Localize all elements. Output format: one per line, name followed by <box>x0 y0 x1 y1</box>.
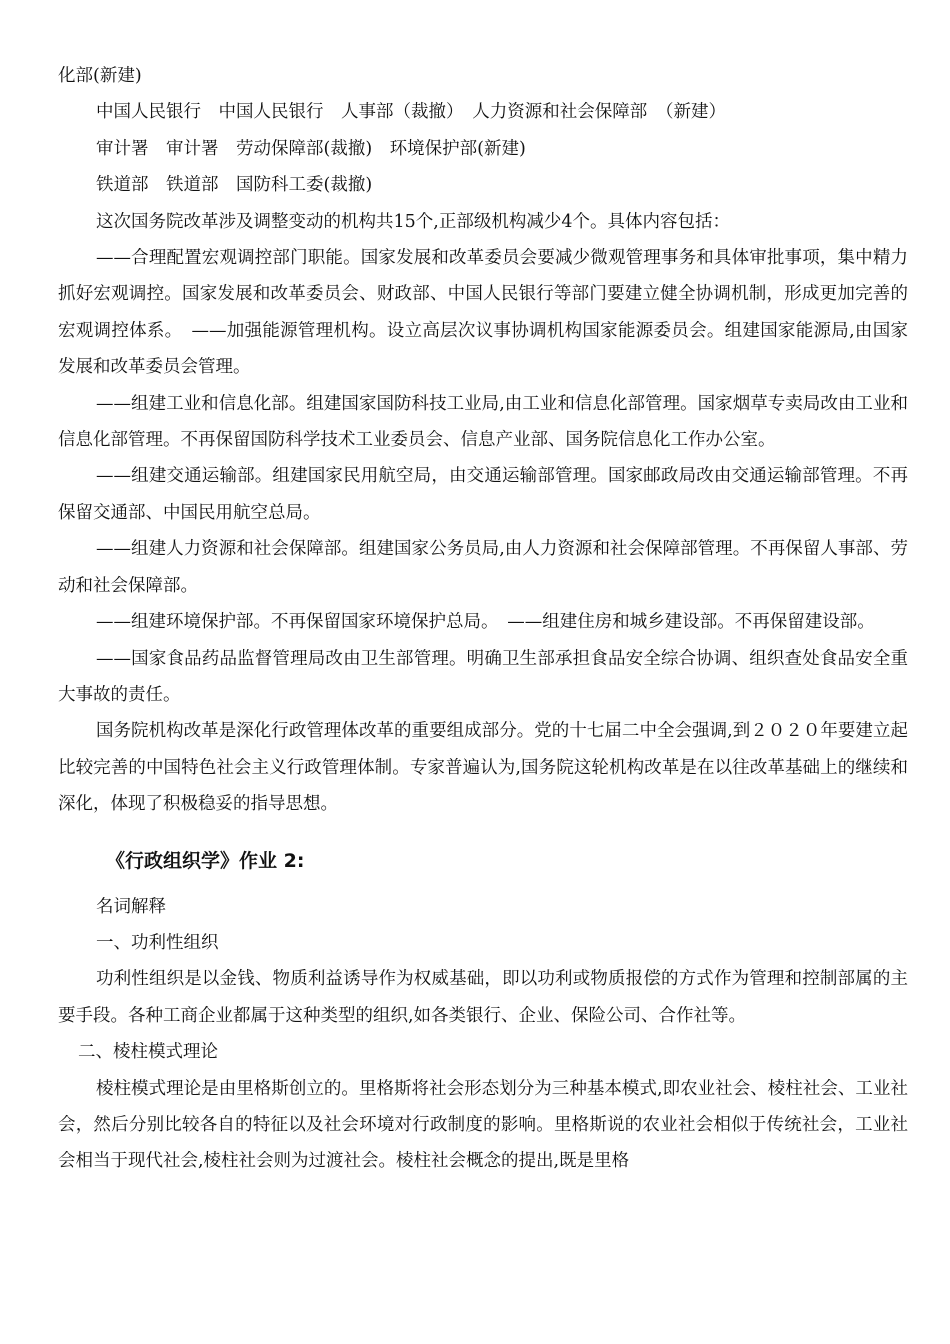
term-title: 一、功利性组织 <box>96 932 219 953</box>
paragraph: ——国家食品药品监督管理局改由卫生部管理。明确卫生部承担食品安全综合协调、组织查处食品安全重大事故的责任。 <box>58 648 908 705</box>
text-line: 审计署 审计署 劳动保障部(裁撤) 环境保护部(新建) <box>96 138 526 159</box>
document-page <box>58 58 908 1180</box>
term-definition: 棱柱模式理论是由里格斯创立的。里格斯将社会形态划分为三种基本模式,即农业社会、棱柱社会、工业社会，然后分别比较各自的特征以及社会环境对行政制度的影响。里格斯说的农业社会相似于传统社会，工业社会相当于现代社会,棱柱社会则为过渡社会。棱柱社会概念的提出,既是里格 <box>58 1078 908 1172</box>
paragraph: ——组建环境保护部。不再保留国家环境保护总局。 ——组建住房和城乡建设部。不再保留建设部。 <box>96 612 875 633</box>
paragraph: ——组建交通运输部。组建国家民用航空局，由交通运输部管理。国家邮政局改由交通运输部管理。不再保留交通部、中国民用航空总局。 <box>58 466 908 523</box>
paragraph: 这次国务院改革涉及调整变动的机构共15个,正部级机构减少4个。具体内容包括： <box>96 211 730 232</box>
term-definition: 功利性组织是以金钱、物质利益诱导作为权威基础，即以功利或物质报偿的方式作为管理和控制部属的主要手段。各种工商企业都属于这种类型的组织,如各类银行、企业、保险公司、合作社等。 <box>58 969 908 1026</box>
paragraph: 国务院机构改革是深化行政管理体改革的重要组成部分。党的十七届二中全会强调,到２０２０年要建立起比较完善的中国特色社会主义行政管理体制。专家普遍认为,国务院这轮机构改革是在以往改革基础上的继续和深化，体现了积极稳妥的指导思想。 <box>58 721 908 815</box>
paragraph: ——组建人力资源和社会保障部。组建国家公务员局,由人力资源和社会保障部管理。不再保留人事部、劳动和社会保障部。 <box>58 539 908 596</box>
text-line: 中国人民银行 中国人民银行 人事部（裁撤） 人力资源和社会保障部 （新建） <box>96 102 726 123</box>
section-label: 名词解释 <box>96 896 166 917</box>
assignment-heading: 《行政组织学》作业 2: <box>106 849 305 872</box>
text-line: 铁道部 铁道部 国防科工委(裁撤) <box>96 175 373 196</box>
paragraph: ——组建工业和信息化部。组建国家国防科技工业局,由工业和信息化部管理。国家烟草专卖局改由工业和信息化部管理。不再保留国防科学技术工业委员会、信息产业部、国务院信息化工作办公室。 <box>58 393 908 451</box>
term-title: 二、棱柱模式理论 <box>78 1042 218 1063</box>
paragraph: ——合理配置宏观调控部门职能。国家发展和改革委员会要减少微观管理事务和具体审批事项，集中精力抓好宏观调控。国家发展和改革委员会、财政部、中国人民银行等部门要建立健全协调机制，形成更加完善的宏观调控体系。 ——加强能源管理机构。设立高层次议事协调机构国家能源委员会。组建国家能源局,由国家发展和改革委员会管理。 <box>58 248 908 378</box>
text-line: 化部(新建) <box>58 66 142 86</box>
